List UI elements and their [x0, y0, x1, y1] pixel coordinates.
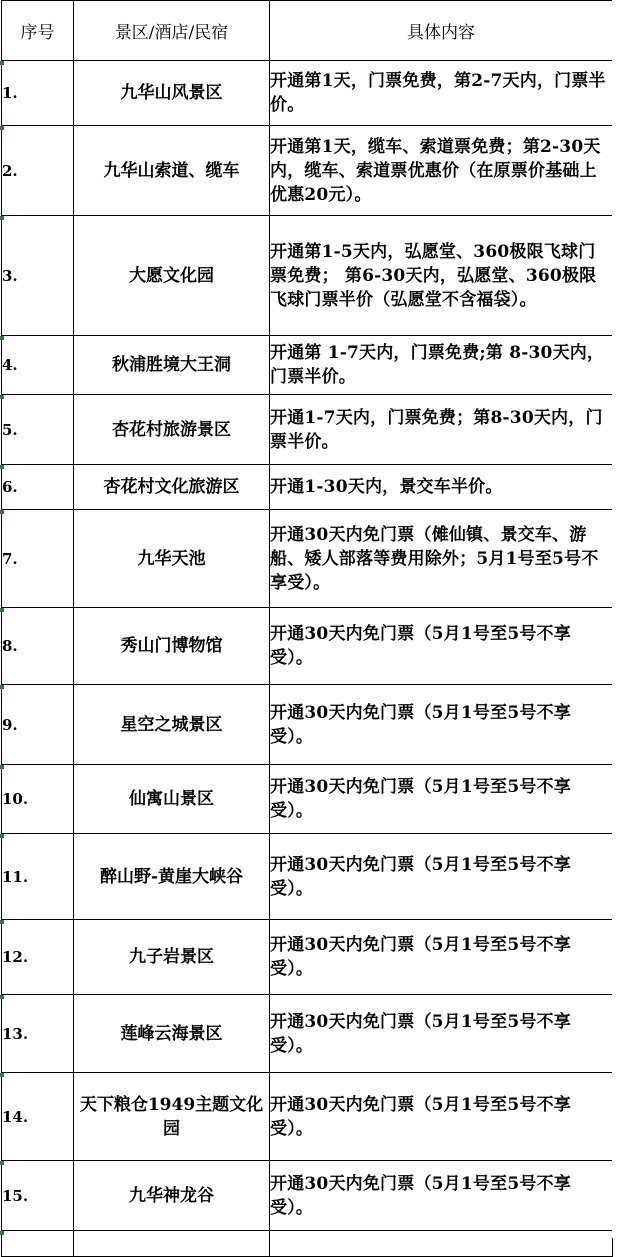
row-name: 九子岩景区 — [74, 920, 270, 995]
row-name: 九华山风景区 — [74, 61, 270, 126]
row-content: 开通30天内免门票（5月1号至5号不享受）。 — [270, 685, 613, 765]
header-number: 序号 — [2, 1, 74, 61]
cell-marker-icon — [0, 336, 4, 340]
row-name: 秀山门博物馆 — [74, 608, 270, 685]
row-content: 开通第1天，缆车、索道票免费；第2-30天内，缆车、索道票优惠价（在原票价基础上优惠20元）。 — [270, 126, 613, 216]
row-name: 杏花村文化旅游区 — [74, 465, 270, 510]
table-row — [2, 920, 613, 995]
row-number: 13. — [2, 995, 74, 1073]
row-number: 2. — [2, 126, 74, 216]
row-name: 九华神龙谷 — [74, 1161, 270, 1231]
cell-marker-icon — [0, 995, 4, 999]
row-content: 开通第1天，门票免费，第2-7天内，门票半价。 — [270, 61, 613, 126]
table-row — [2, 395, 613, 465]
row-number: 9. — [2, 685, 74, 765]
row-number: 10. — [2, 765, 74, 834]
row-content: 开通30天内免门票（5月1号至5号不享受）。 — [270, 995, 613, 1073]
cell-marker-icon — [0, 834, 4, 838]
cell-marker-icon — [0, 765, 4, 769]
cell-marker-icon — [0, 1231, 4, 1235]
row-number: 15. — [2, 1161, 74, 1231]
table-row — [2, 995, 613, 1073]
table-row — [2, 216, 613, 336]
row-number: 1. — [2, 61, 74, 126]
row-number: 8. — [2, 608, 74, 685]
row-name: 九华山索道、缆车 — [74, 126, 270, 216]
table-row — [2, 1231, 613, 1257]
table-row — [2, 465, 613, 510]
row-number — [2, 1231, 74, 1257]
table-row — [2, 1161, 613, 1231]
cell-marker-icon — [0, 465, 4, 469]
table-row — [2, 685, 613, 765]
row-name: 秋浦胜境大王洞 — [74, 336, 270, 395]
row-content: 开通30天内免门票（5月1号至5号不享受）。 — [270, 834, 613, 920]
row-content: 开通30天内免门票（傩仙镇、景交车、游船、矮人部落等费用除外；5月1号至5号不享受）。 — [270, 510, 613, 608]
cell-marker-icon — [0, 61, 4, 65]
cell-marker-icon — [0, 395, 4, 399]
cell-marker-icon — [0, 1161, 4, 1165]
row-name: 大愿文化园 — [74, 216, 270, 336]
cell-marker-icon — [0, 920, 4, 924]
table-row — [2, 336, 613, 395]
cell-marker-icon — [0, 685, 4, 689]
table-row — [2, 608, 613, 685]
row-content: 开通30天内免门票（5月1号至5号不享受）。 — [270, 608, 613, 685]
row-content: 开通30天内免门票（5月1号至5号不享受）。 — [270, 1161, 613, 1231]
table-row — [2, 126, 613, 216]
row-content: 开通30天内免门票（5月1号至5号不享受）。 — [270, 920, 613, 995]
row-name: 醉山野-黄崖大峡谷 — [74, 834, 270, 920]
row-content: 开通第 1-7天内，门票免费;第 8-30天内，门票半价。 — [270, 336, 613, 395]
row-name: 星空之城景区 — [74, 685, 270, 765]
cell-marker-icon — [0, 510, 4, 514]
row-number: 5. — [2, 395, 74, 465]
header-content: 具体内容 — [270, 1, 613, 61]
row-name: 仙寓山景区 — [74, 765, 270, 834]
cell-marker-icon — [0, 216, 4, 220]
row-number: 3. — [2, 216, 74, 336]
attractions-table — [1, 0, 613, 1257]
header-row — [2, 1, 613, 61]
row-content: 开通30天内免门票（5月1号至5号不享受）。 — [270, 765, 613, 834]
right-margin — [612, 0, 621, 1238]
header-name: 景区/酒店/民宿 — [74, 1, 270, 61]
table-row — [2, 61, 613, 126]
row-number: 12. — [2, 920, 74, 995]
row-name: 九华天池 — [74, 510, 270, 608]
row-content: 开通1-7天内，门票免费；第8-30天内，门票半价。 — [270, 395, 613, 465]
row-number: 4. — [2, 336, 74, 395]
cell-marker-icon — [0, 1073, 4, 1077]
row-number: 6. — [2, 465, 74, 510]
row-content: 开通30天内免门票（5月1号至5号不享受）。 — [270, 1073, 613, 1161]
cell-marker-icon — [0, 126, 4, 130]
row-number: 7. — [2, 510, 74, 608]
table-row — [2, 834, 613, 920]
row-name — [74, 1231, 270, 1257]
table-row — [2, 510, 613, 608]
row-content: 开通1-30天内，景交车半价。 — [270, 465, 613, 510]
row-content — [270, 1231, 613, 1257]
row-name: 天下粮仓1949主题文化园 — [74, 1073, 270, 1161]
cell-marker-icon — [0, 608, 4, 612]
row-name: 杏花村旅游景区 — [74, 395, 270, 465]
table-row — [2, 1073, 613, 1161]
row-number: 14. — [2, 1073, 74, 1161]
row-content: 开通第1-5天内，弘愿堂、360极限飞球门票免费； 第6-30天内，弘愿堂、360极限飞球门票半价（弘愿堂不含福袋）。 — [270, 216, 613, 336]
row-number: 11. — [2, 834, 74, 920]
row-name: 莲峰云海景区 — [74, 995, 270, 1073]
table-row — [2, 765, 613, 834]
